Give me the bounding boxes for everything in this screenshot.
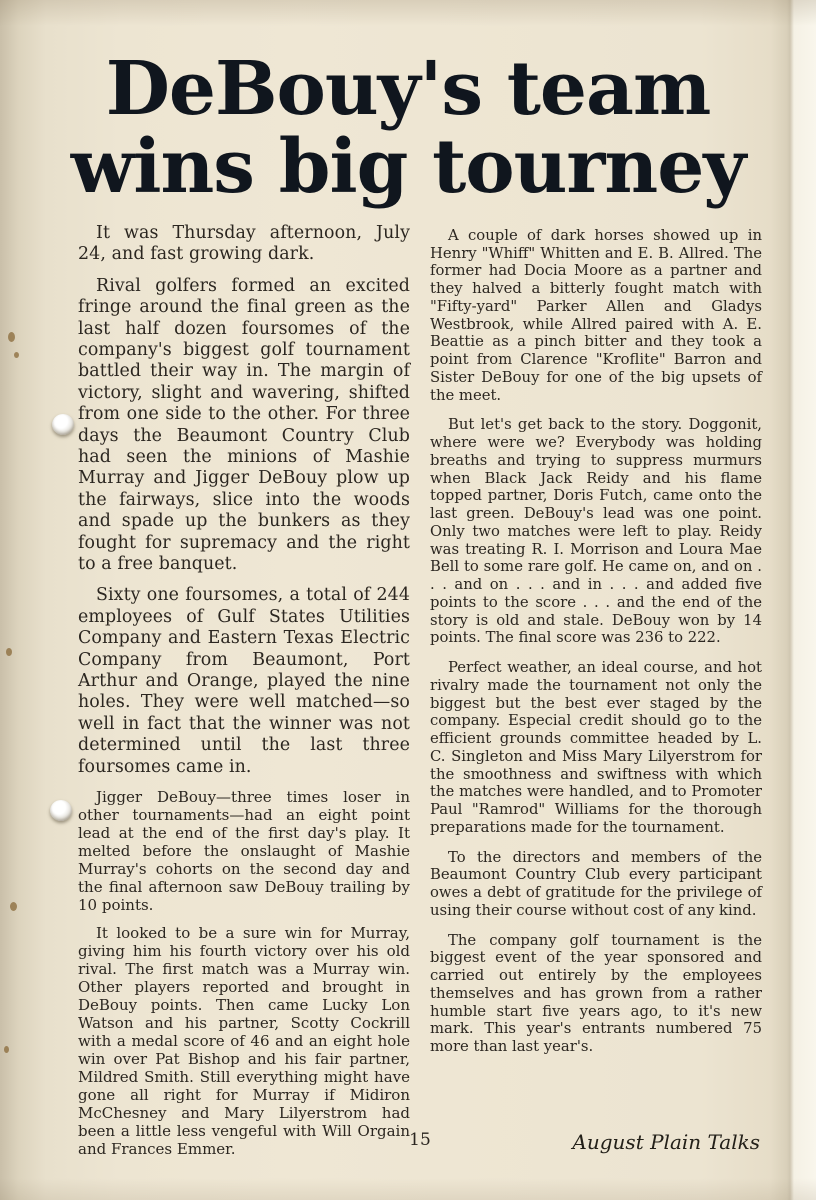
- article-headline: [0, 0, 816, 211]
- paragraph: To the directors and members of the Beaumont Country Club every participant owes a debt of gratitude for the privilege of using their course without cost of any kind.: [430, 848, 762, 919]
- publication-name: August Plain Talks: [572, 1130, 760, 1154]
- paper-stain: [14, 352, 19, 358]
- article-body: [0, 207, 816, 1168]
- paragraph: The company golf tournament is the biggest event of the year sponsored and carried out entirely by the employees themselves and has grown from a rather humble start five years ago, to it's new mark. This year's entrants numbered 75 more than last year's.: [430, 931, 762, 1056]
- paper-stain: [4, 1046, 9, 1053]
- paragraph: It looked to be a sure win for Murray, giving him his fourth victory over his old rival. The first match was a Murray win. Other players reported and brought in DeBouy points. Then came Lucky Lon Watson and his partner, Scotty Cockrill with a medal score of 46 and an eight hole win over Pat Bishop and his fair partner, Mildred Smith. Still everything might have gone all right for Murray if Midiron McChesney and Mary Lilyerstrom had been a little less vengeful with Will Orgain and Frances Emmer.: [78, 924, 410, 1159]
- page-footer: [78, 1130, 762, 1156]
- paragraph: Jigger DeBouy—three times loser in other tournaments—had an eight point lead at the end of the first day's play. It melted before the onslaught of Mashie Murray's cohorts on the second day and the final afternoon saw DeBouy trailing by 10 points.: [78, 788, 410, 915]
- right-column: [430, 223, 762, 1168]
- paper-stain: [8, 332, 15, 342]
- paper-stain: [6, 648, 12, 656]
- headline-line-1: DeBouy's team: [105, 46, 711, 132]
- paragraph: Rival golfers formed an excited fringe around the final green as the last half dozen foursomes of the company's biggest golf tournament battled their way in. The margin of victory, slight and wavering, shifted from one side to the other. For three days the Beaumont Country Club had seen the minions of Mashie Murray and Jigger DeBouy plow up the fairways, slice into the woods and spade up the bunkers as they fought for supremacy and the right to a free banquet.: [78, 275, 410, 574]
- binder-hole-bottom: [50, 800, 72, 821]
- paragraph: Perfect weather, an ideal course, and hot rivalry made the tournament not only the biggest but the best ever staged by the company. Especial credit should go to the efficient grounds committee headed by L. C. Singleton and Miss Mary Lilyerstrom for the smoothness and swiftness with which the matches were handled, and to Promoter Paul "Ramrod" Williams for the thorough preparations made for the tournament.: [430, 659, 762, 836]
- headline-line-2: wins big tourney: [70, 124, 746, 211]
- binder-hole-top: [52, 414, 74, 435]
- paragraph: But let's get back to the story. Doggonit, where were we? Everybody was holding breaths and trying to suppress murmurs when Black Jack Reidy and his flame topped partner, Doris Futch, came onto the last green. DeBouy's lead was one point. Only two matches were left to play. Reidy was treating R. I. Morrison and Loura Mae Bell to some rare golf. He came on, and on . . . and on . . . and in . . . and added five points to the score . . . and the end of the story is old and stale. DeBouy won by 14 points. The final score was 236 to 222.: [430, 416, 762, 647]
- page-number: 15: [409, 1130, 431, 1150]
- paragraph: A couple of dark horses showed up in Henry "Whiff" Whitten and E. B. Allred. The former had Docia Moore as a partner and they halved a bitterly fought match with "Fifty-yard" Parker Allen and Gladys Westbrook, while Allred paired with A. E. Beattie as a pinch bitter and they took a point from Clarence "Kroflite" Barron and Sister DeBouy for one of the big upsets of the meet.: [430, 226, 762, 404]
- paragraph: Sixty one foursomes, a total of 244 employees of Gulf States Utilities Company and Eastern Texas Electric Company from Beaumont, Port Arthur and Orange, played the nine holes. They were well matched—so well in fact that the winner was not determined until the last three foursomes came in.: [78, 585, 410, 777]
- left-column: [78, 223, 410, 1168]
- paper-stain: [10, 902, 17, 911]
- paragraph: It was Thursday afternoon, July 24, and fast growing dark.: [78, 222, 410, 265]
